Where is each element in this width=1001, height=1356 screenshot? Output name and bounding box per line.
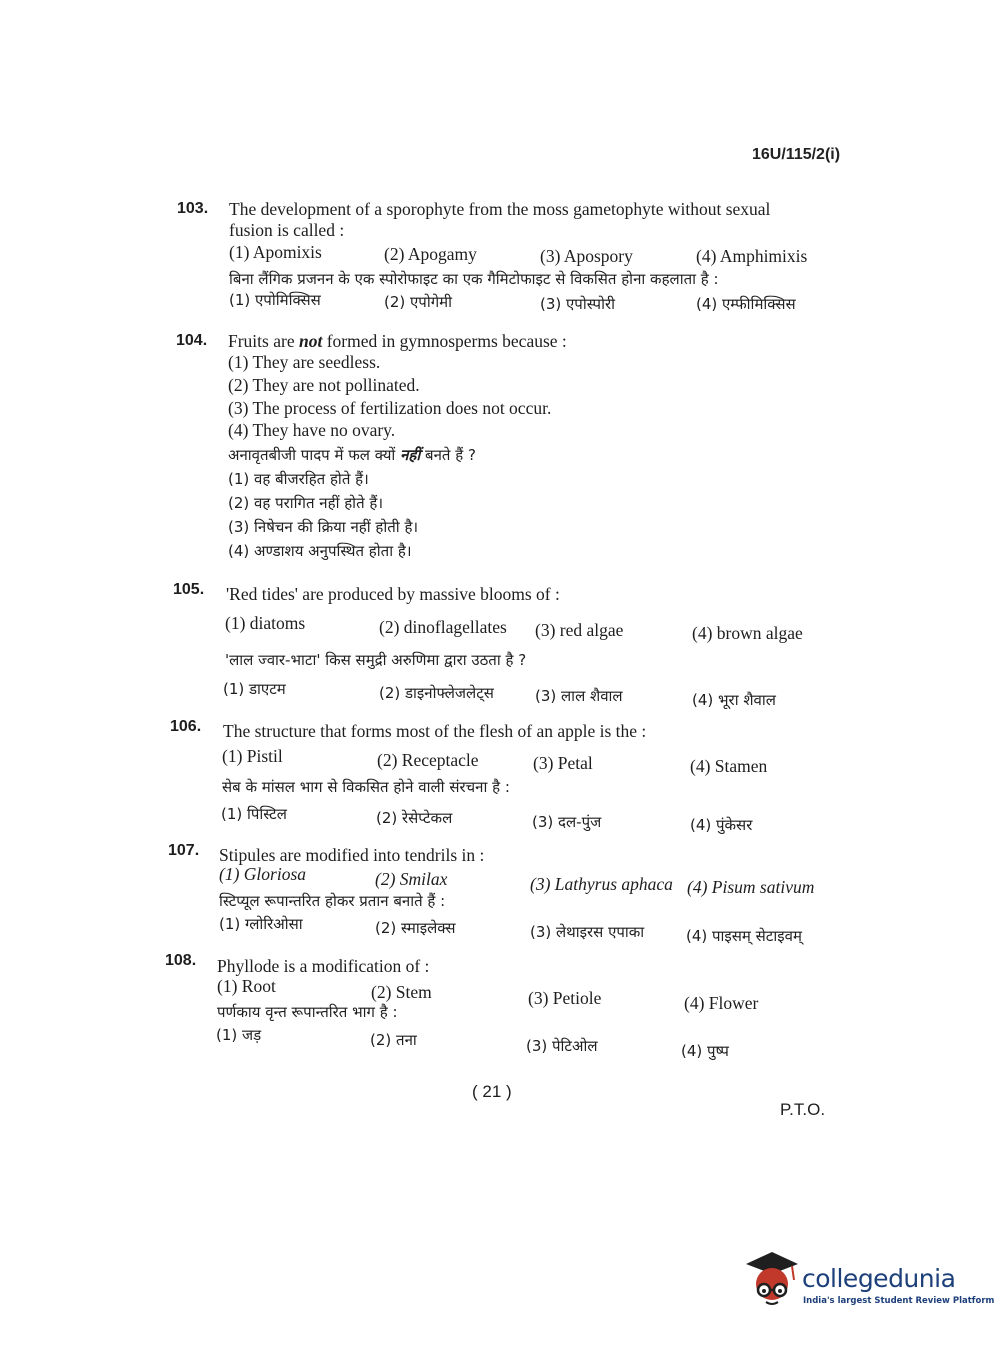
- logo-name: collegedunia: [802, 1264, 956, 1293]
- pto-label: P.T.O.: [780, 1100, 826, 1119]
- option-en-2: (2) They are not pollinated.: [228, 375, 420, 395]
- option-hi-3: (3) पेटिओल: [526, 1037, 598, 1055]
- option-hi-2: (2) डाइनोफ्लेजलेट्स: [379, 684, 494, 702]
- question-text-en-post: formed in gymnosperms because :: [322, 331, 567, 351]
- question-text-en: Stipules are modified into tendrils in :: [219, 845, 485, 865]
- option-hi-4: (4) पुष्प: [681, 1042, 729, 1060]
- paper-code: 16U/115/2(i): [752, 146, 841, 163]
- question-text-en: The development of a sporophyte from the moss gametophyte without sexual: [229, 199, 771, 219]
- option-hi-4: (4) पाइसम् सेटाइवम्: [686, 927, 802, 945]
- mascot-icon: [742, 1250, 802, 1312]
- question-number: 104.: [176, 332, 208, 349]
- option-hi-4: (4) अण्डाशय अनुपस्थित होता है।: [228, 542, 412, 560]
- question-text-hi: [228, 444, 476, 466]
- option-hi-2: (2) एपोगेमी: [384, 293, 453, 311]
- option-en-4: (4) Pisum sativum: [687, 877, 815, 897]
- option-en-3: (3) Apospory: [540, 246, 633, 266]
- option-en-2: (2) Receptacle: [377, 750, 479, 770]
- option-en-2: (2) Apogamy: [384, 244, 477, 264]
- option-hi-1: (1) एपोमिक्सिस: [229, 291, 321, 309]
- option-hi-2: (2) रेसेप्टेकल: [376, 809, 453, 827]
- question-number: 105.: [173, 581, 205, 598]
- question-text-hi: पर्णकाय वृन्त रूपान्तरित भाग है :: [217, 1003, 398, 1021]
- option-en-2: (2) Smilax: [375, 869, 448, 889]
- option-en-4: (4) They have no ovary.: [228, 420, 396, 440]
- question-number: 103.: [177, 200, 209, 217]
- question-text-en-emphasis: not: [298, 331, 323, 351]
- question-text-hi-post: बनते हैं ?: [420, 446, 476, 464]
- option-en-1: (1) Pistil: [222, 746, 283, 766]
- option-hi-3: (3) लाल शैवाल: [535, 687, 623, 705]
- option-hi-3: (3) निषेचन की क्रिया नहीं होती है।: [228, 518, 419, 536]
- option-en-4: (4) Stamen: [690, 756, 768, 776]
- option-en-1: (1) They are seedless.: [228, 352, 381, 372]
- option-hi-2: (2) वह परागित नहीं होते हैं।: [228, 494, 384, 512]
- option-hi-1: (1) ग्लोरिओसा: [219, 915, 303, 933]
- question-text-en-cont: fusion is called :: [229, 220, 345, 240]
- option-en-3: (3) Lathyrus aphaca: [530, 874, 673, 894]
- option-en-3: (3) Petiole: [528, 988, 602, 1008]
- question-text-en: Phyllode is a modification of :: [217, 956, 430, 976]
- option-en-2: (2) Stem: [371, 982, 432, 1002]
- option-hi-1: (1) पिस्टिल: [221, 805, 287, 823]
- question-text-hi: 'लाल ज्वार-भाटा' किस समुद्री अरुणिमा द्वारा उठता है ?: [225, 651, 527, 669]
- option-en-3: (3) The process of fertilization does not occur.: [228, 398, 552, 418]
- collegedunia-logo: [742, 1250, 995, 1312]
- option-en-4: (4) Amphimixis: [696, 246, 808, 266]
- question-number: 107.: [168, 842, 200, 859]
- option-hi-4: (4) पुंकेसर: [690, 816, 753, 834]
- option-hi-3: (3) एपोस्पोरी: [540, 295, 615, 313]
- option-hi-3: (3) दल-पुंज: [532, 813, 602, 831]
- question-text-en-pre: Fruits are: [228, 331, 299, 351]
- option-en-1-text: (1) Gloriosa: [219, 864, 307, 884]
- page-number: ( 21 ): [472, 1082, 512, 1101]
- question-text-en: The structure that forms most of the flesh of an apple is the :: [223, 721, 647, 741]
- option-en-4: (4) Flower: [684, 993, 759, 1013]
- question-text-hi-pre: अनावृतबीजी पादप में फल क्यों: [228, 446, 401, 464]
- option-en-1: [219, 864, 306, 885]
- question-text-hi: स्टिप्यूल रूपान्तरित होकर प्रतान बनाते हैं :: [219, 892, 446, 910]
- option-en-4: (4) brown algae: [692, 623, 803, 643]
- option-en-1: (1) Apomixis: [229, 242, 322, 262]
- option-hi-3: (3) लेथाइरस एपाका: [530, 923, 645, 941]
- option-en-3: (3) Petal: [533, 753, 593, 773]
- question-text-en: 'Red tides' are produced by massive blooms of :: [226, 584, 560, 604]
- option-hi-1: (1) डाएटम: [223, 680, 286, 698]
- logo-tagline: India's largest Student Review Platform: [803, 1296, 995, 1306]
- option-hi-1: (1) जड़: [216, 1026, 262, 1044]
- option-hi-1: (1) वह बीजरहित होते हैं।: [228, 470, 369, 488]
- question-text-hi: बिना लैंगिक प्रजनन के एक स्पोरोफाइट का एक गैमिटोफाइट से विकसित होना कहलाता है :: [229, 270, 719, 288]
- question-number: 106.: [170, 718, 202, 735]
- option-en-1: (1) diatoms: [225, 613, 306, 633]
- question-text-en: [228, 330, 567, 352]
- option-hi-2: (2) स्माइलेक्स: [375, 919, 456, 937]
- option-en-3: (3) red algae: [535, 620, 624, 640]
- option-hi-2: (2) तना: [370, 1031, 417, 1049]
- option-hi-4: (4) एम्फीमिक्सिस: [696, 295, 796, 313]
- question-text-hi-emphasis: नहीं: [400, 446, 421, 464]
- option-en-1: (1) Root: [217, 976, 276, 996]
- option-en-2: (2) dinoflagellates: [379, 617, 507, 637]
- question-number: 108.: [165, 952, 197, 969]
- option-hi-4: (4) भूरा शैवाल: [692, 691, 776, 709]
- question-text-hi: सेब के मांसल भाग से विकसित होने वाली संरचना है :: [222, 778, 510, 796]
